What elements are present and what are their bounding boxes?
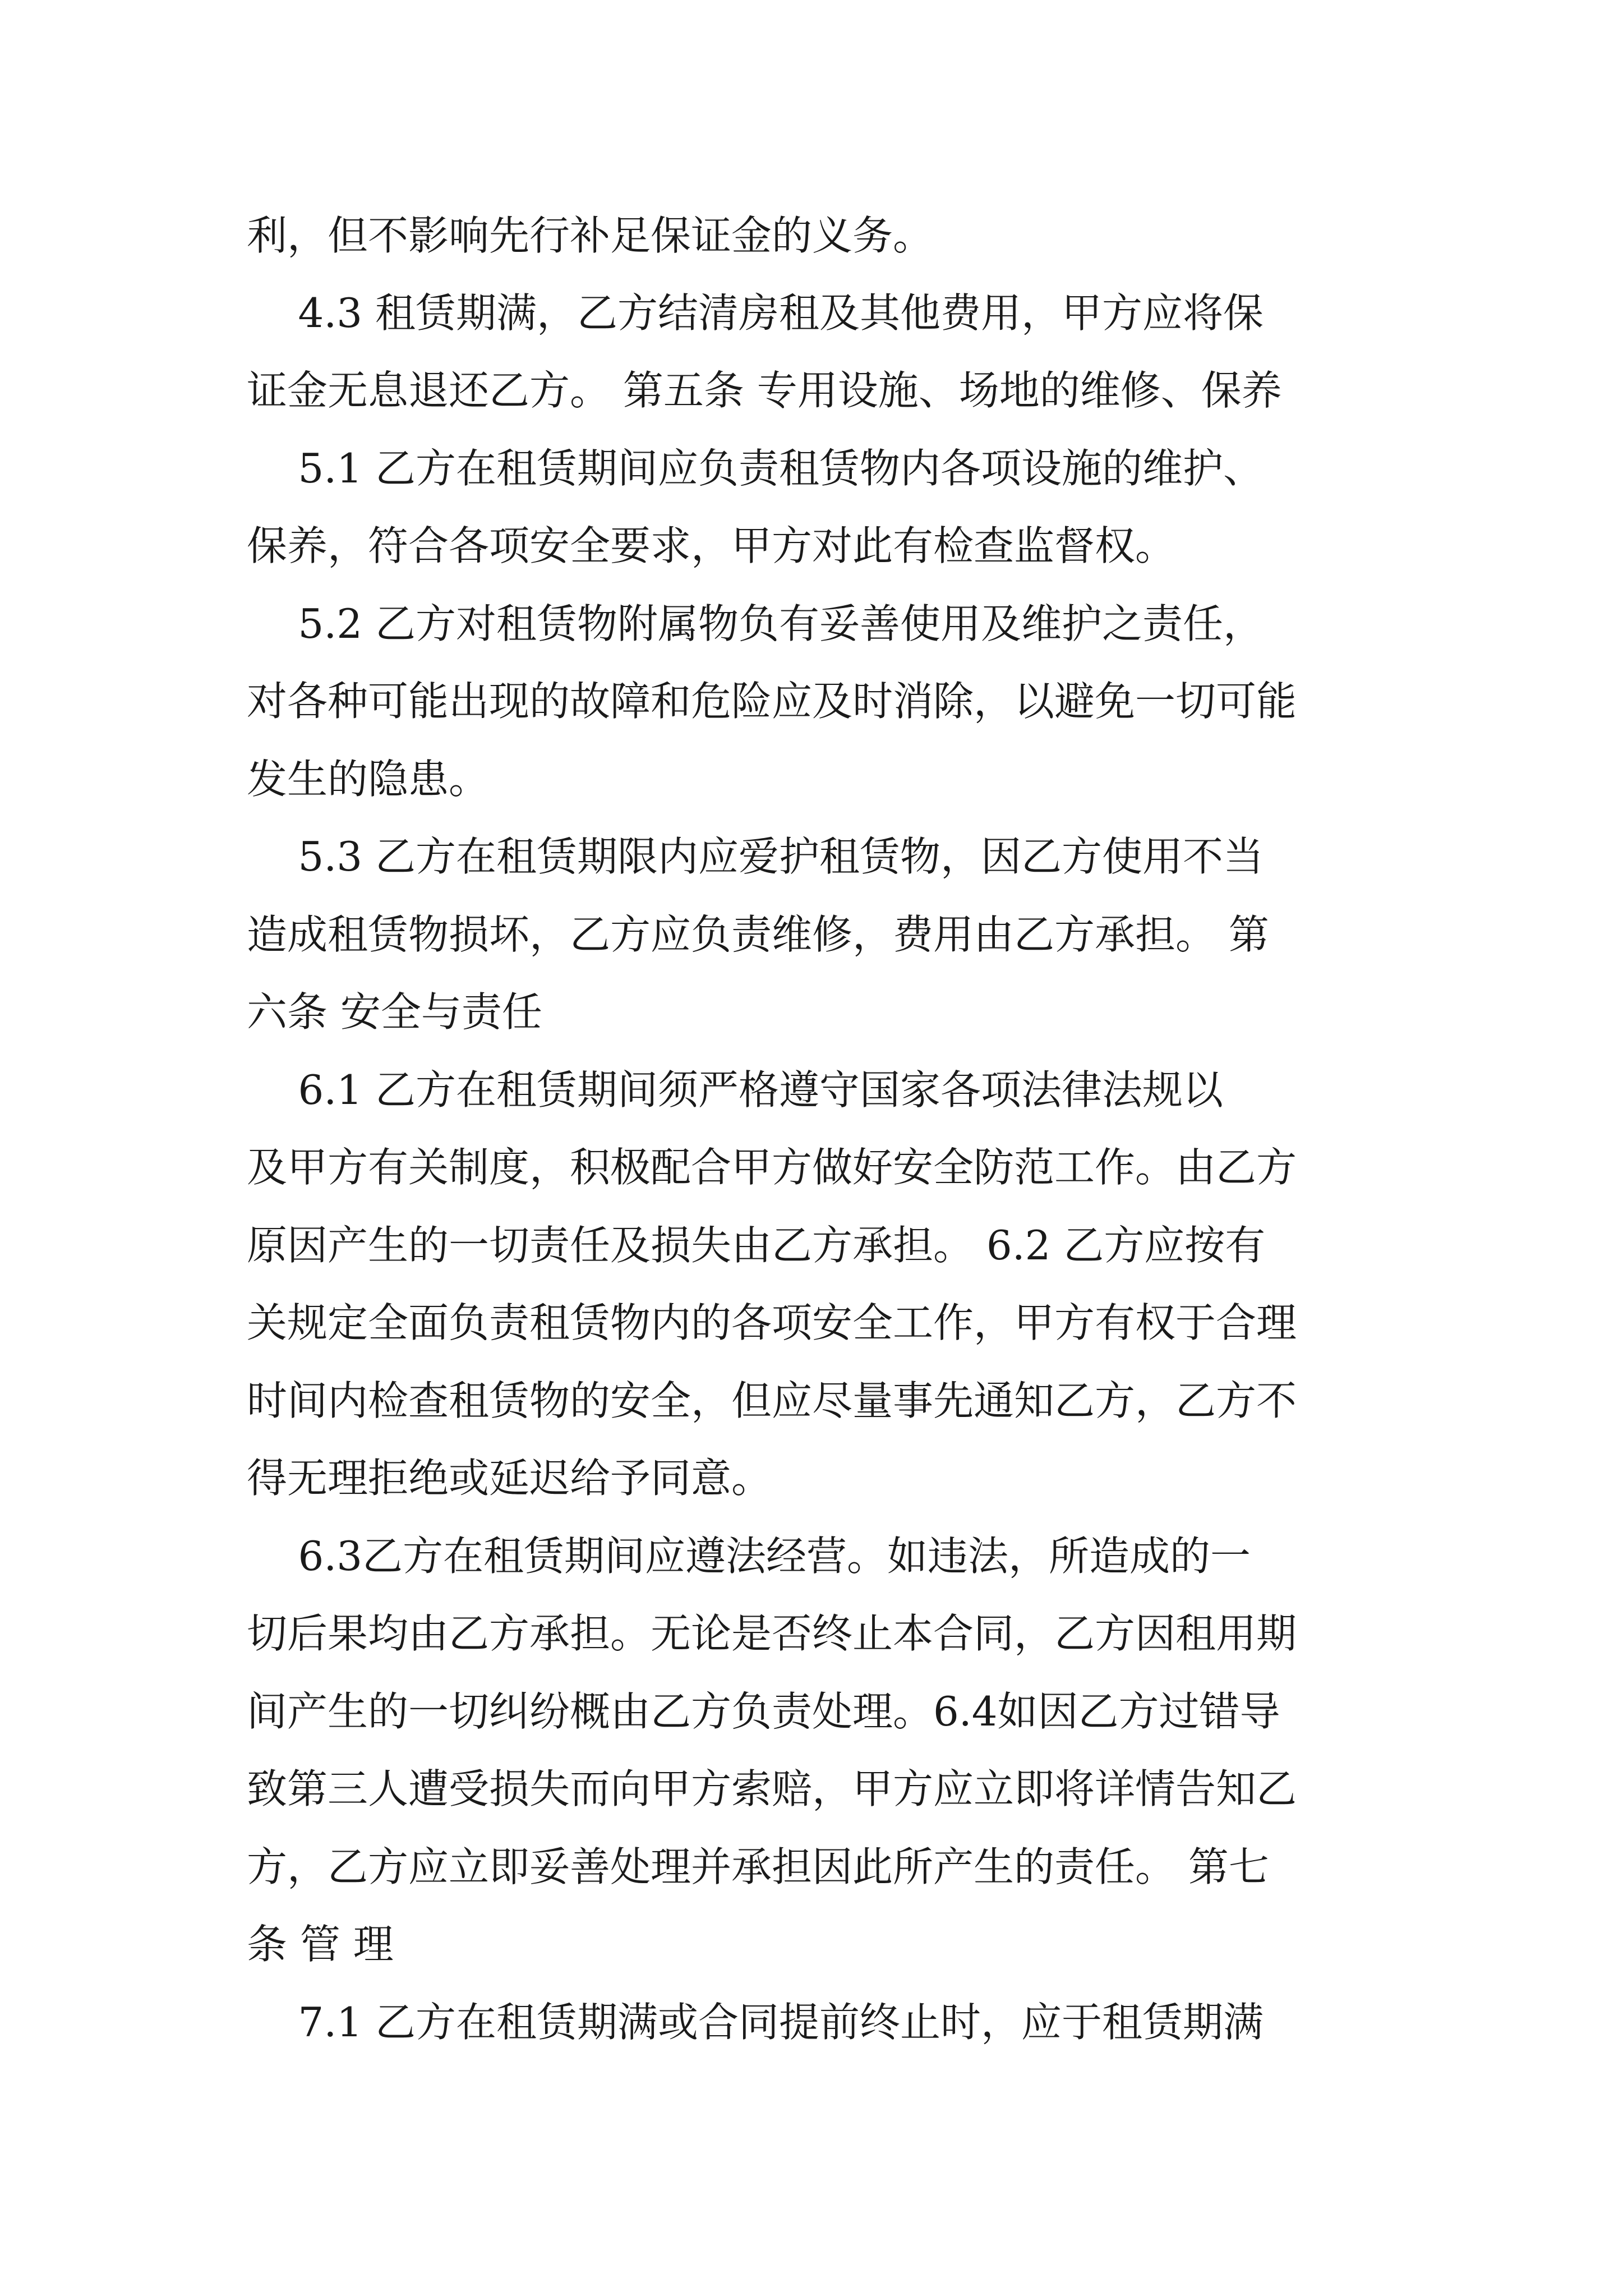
text-line: 关规定全面负责租赁物内的各项安全工作，甲方有权于合理 <box>247 1299 1297 1346</box>
text-line: 证金无息退还乙方。 第五条 专用设施、场地的维修、保养 <box>247 367 1282 414</box>
text-line: 6.1 乙方在租赁期间须严格遵守国家各项法律法规以 <box>247 1066 1223 1114</box>
text-line: 间产生的一切纠纷概由乙方负责处理。6.4如因乙方过错导 <box>247 1688 1280 1735</box>
text-line: 5.1 乙方在租赁期间应负责租赁物内各项设施的维护、 <box>247 445 1264 492</box>
text-line: 7.1 乙方在租赁期满或合同提前终止时，应于租赁期满 <box>247 1999 1264 2046</box>
text-line: 致第三人遭受损失而向甲方索赔，甲方应立即将详情告知乙 <box>247 1765 1297 1812</box>
text-line: 得无理拒绝或延迟给予同意。 <box>247 1455 772 1502</box>
text-line: 利，但不影响先行补足保证金的义务。 <box>247 212 934 259</box>
text-line: 发生的隐患。 <box>247 756 490 803</box>
text-line: 对各种可能出现的故障和危险应及时消除，以避免一切可能 <box>247 678 1297 725</box>
text-line: 六条 安全与责任 <box>247 988 542 1036</box>
text-line: 原因产生的一切责任及损失由乙方承担。 6.2 乙方应按有 <box>247 1222 1266 1269</box>
text-line: 5.2 乙方对租赁物附属物负有妥善使用及维护之责任， <box>247 600 1264 647</box>
text-line: 造成租赁物损坏，乙方应负责维修，费用由乙方承担。 第 <box>247 911 1269 958</box>
text-line: 4.3 租赁期满，乙方结清房租及其他费用，甲方应将保 <box>247 289 1264 337</box>
text-line: 切后果均由乙方承担。无论是否终止本合同，乙方因租用期 <box>247 1610 1297 1657</box>
text-line: 及甲方有关制度，积极配合甲方做好安全防范工作。由乙方 <box>247 1144 1297 1191</box>
text-line: 6.3乙方在租赁期间应遵法经营。如违法，所造成的一 <box>247 1533 1251 1580</box>
text-line: 5.3 乙方在租赁期限内应爱护租赁物，因乙方使用不当 <box>247 833 1264 880</box>
text-line: 方，乙方应立即妥善处理并承担因此所产生的责任。 第七 <box>247 1843 1269 1890</box>
text-line: 时间内检查租赁物的安全，但应尽量事先通知乙方，乙方不 <box>247 1377 1297 1424</box>
text-line: 保养，符合各项安全要求，甲方对此有检查监督权。 <box>247 522 1176 569</box>
text-line: 条 管 理 <box>247 1921 394 1968</box>
